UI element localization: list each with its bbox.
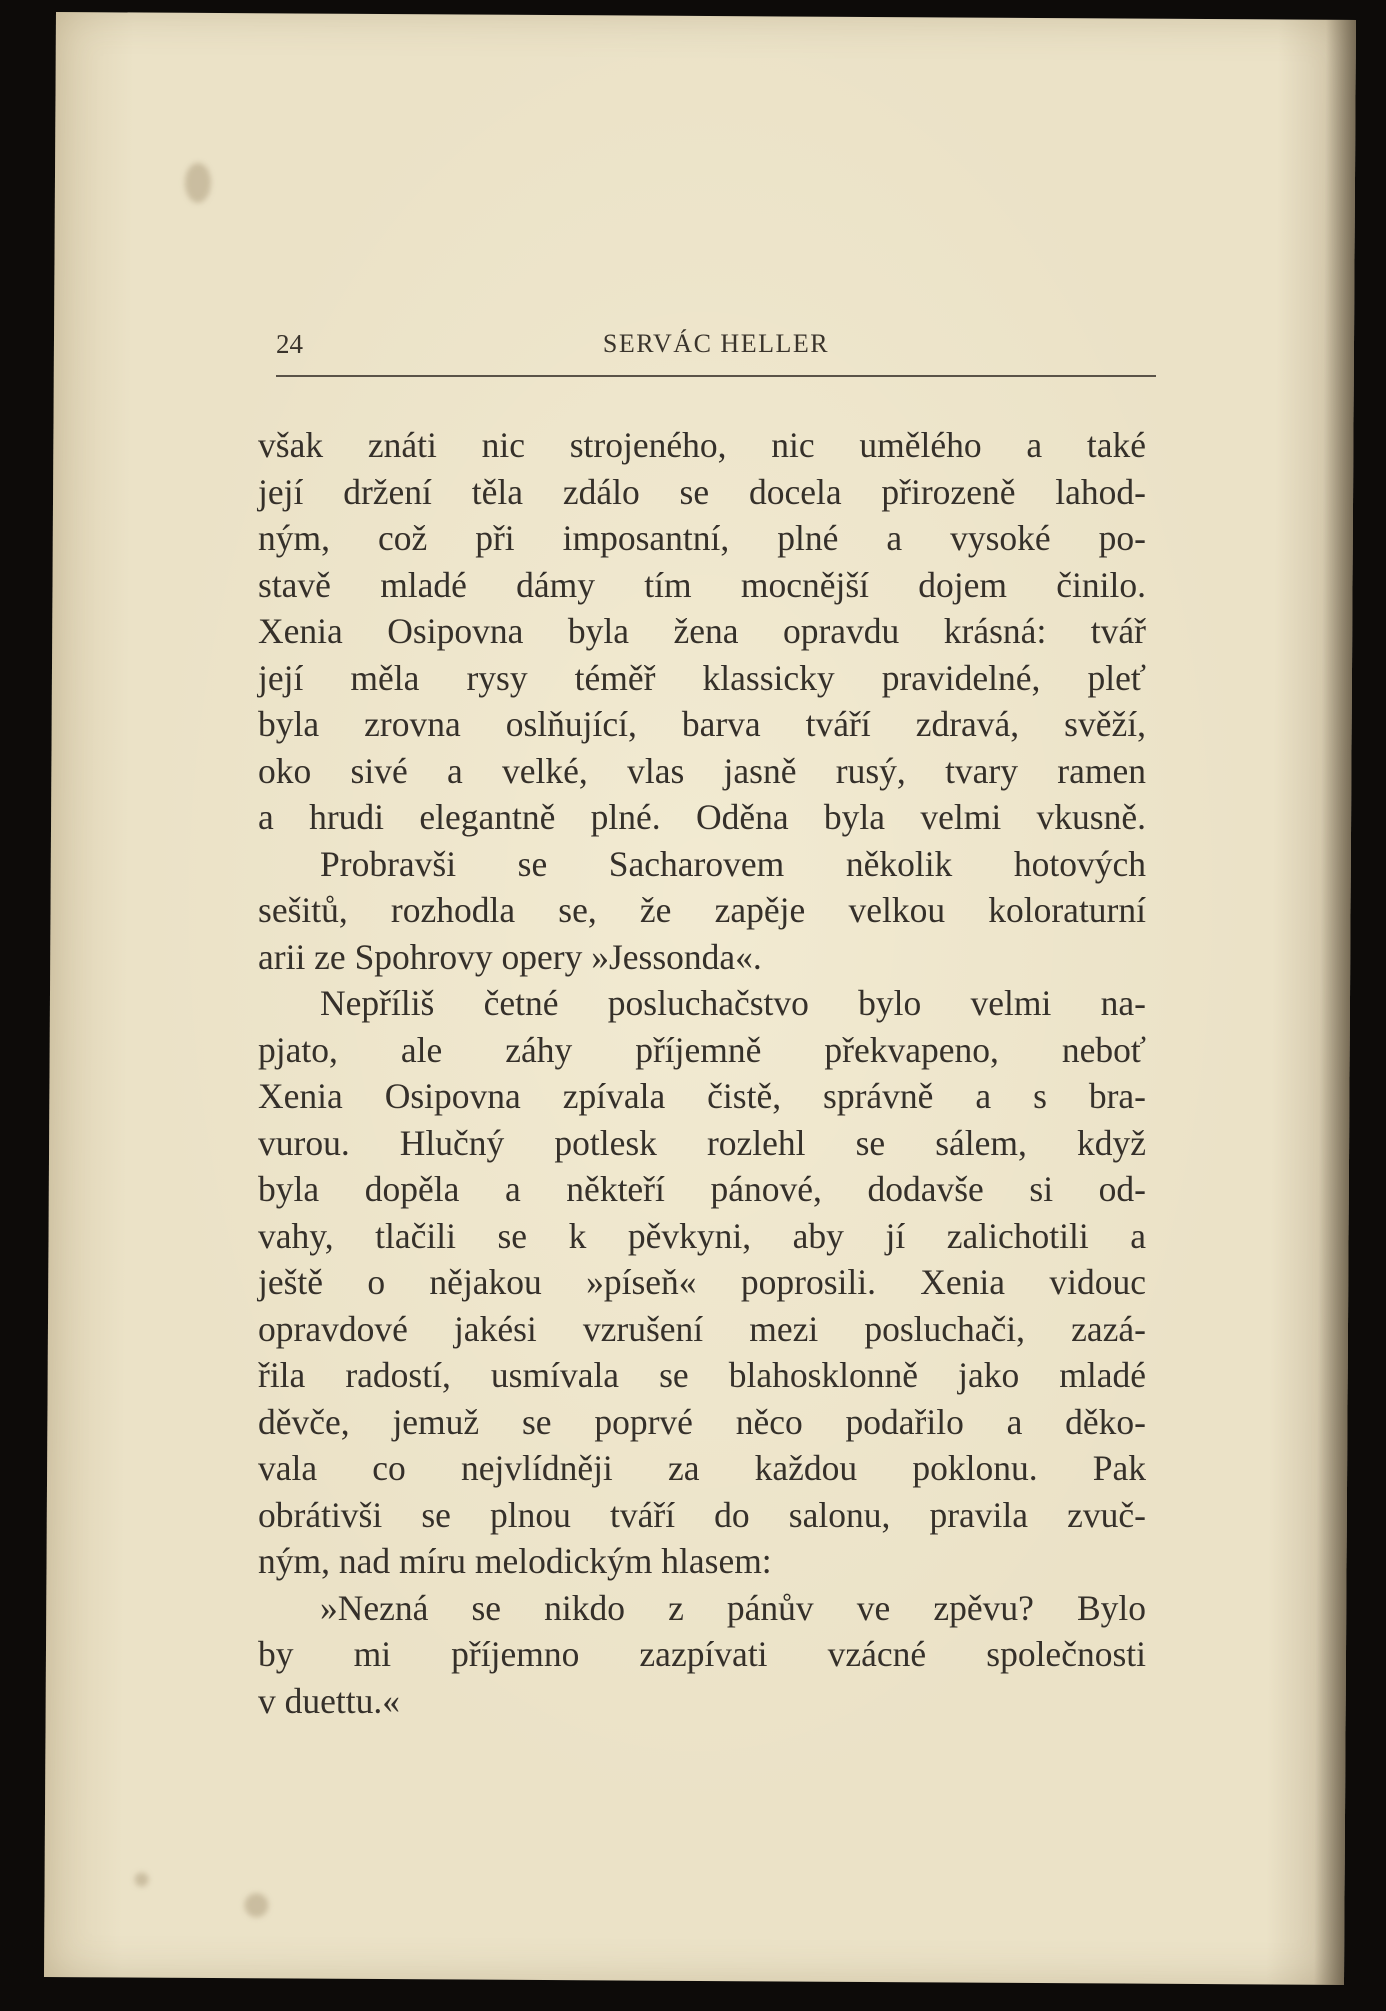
text-line: v duettu.«	[258, 1680, 400, 1721]
text-line: obrátivši se plnou tváří do salonu, pravila zvuč-	[258, 1494, 1146, 1535]
text-line: vahy, tlačili se k pěvkyni, aby jí zalichotili a	[258, 1215, 1146, 1256]
text-line: ještě o nějakou »píseň« poprosili. Xenia vidouc	[258, 1262, 1146, 1302]
text-line: Xenia Osipovna byla žena opravdu krásná: tvář	[258, 611, 1146, 651]
text-line: Xenia Osipovna zpívala čistě, správně a s bra-	[258, 1076, 1146, 1116]
page-header	[276, 315, 1156, 377]
text-line: děvče, jemuž se poprvé něco podařilo a děko-	[258, 1401, 1146, 1442]
body-text	[258, 422, 1146, 1724]
text-line: oko sivé a velké, vlas jasně rusý, tvary ramen	[258, 750, 1146, 791]
text-line: stavě mladé dámy tím mocnější dojem činilo.	[258, 564, 1146, 605]
text-line: by mi příjemno zazpívati vzácné společnosti	[258, 1634, 1146, 1674]
page-number: 24	[276, 329, 303, 359]
text-line: byla zrovna oslňující, barva tváří zdravá, svěží,	[258, 704, 1146, 744]
text-line: ným, nad míru melodickým hlasem:	[258, 1541, 772, 1581]
paper-stain	[185, 163, 211, 203]
paragraph	[258, 841, 1146, 981]
text-line: »Nezná se nikdo z pánův ve zpěvu? Bylo	[320, 1587, 1146, 1628]
text-line: její držení těla zdálo se docela přirozeně lahod-	[258, 471, 1146, 512]
running-title: SERVÁC HELLER	[602, 329, 830, 358]
text-line: a hrudi elegantně plné. Oděna byla velmi vkusně.	[258, 797, 1146, 837]
page-edge-shadow	[1314, 20, 1356, 1985]
paragraph	[258, 980, 1146, 1585]
paper-stain	[135, 1873, 149, 1887]
text-line: však znáti nic strojeného, nic umělého a také	[258, 425, 1146, 465]
text-line: byla dopěla a někteří pánové, dodavše si od-	[258, 1169, 1146, 1209]
paper-stain	[244, 1893, 268, 1917]
text-line: pjato, ale záhy příjemně překvapeno, neboť	[258, 1029, 1146, 1070]
text-line: Probravši se Sacharovem několik hotových	[320, 843, 1146, 884]
text-line: Nepříliš četné posluchačstvo bylo velmi na-	[320, 983, 1146, 1023]
text-line: její měla rysy téměř klassicky pravidelné, pleť	[258, 657, 1146, 698]
text-line: arii ze Spohrovy opery »Jessonda«.	[258, 936, 762, 977]
text-line: vurou. Hlučný potlesk rozlehl se sálem, když	[258, 1122, 1146, 1163]
text-line: sešitů, rozhodla se, že zapěje velkou koloraturní	[258, 890, 1146, 930]
paragraph	[258, 1585, 1146, 1725]
text-line: ným, což při imposantní, plné a vysoké po-	[258, 518, 1146, 558]
text-line: opravdové jakési vzrušení mezi posluchači, zazá-	[258, 1308, 1146, 1349]
text-line: vala co nejvlídněji za každou poklonu. Pak	[258, 1448, 1146, 1488]
paragraph	[258, 422, 1146, 841]
text-line: řila radostí, usmívala se blahosklonně jako mladé	[258, 1355, 1146, 1395]
